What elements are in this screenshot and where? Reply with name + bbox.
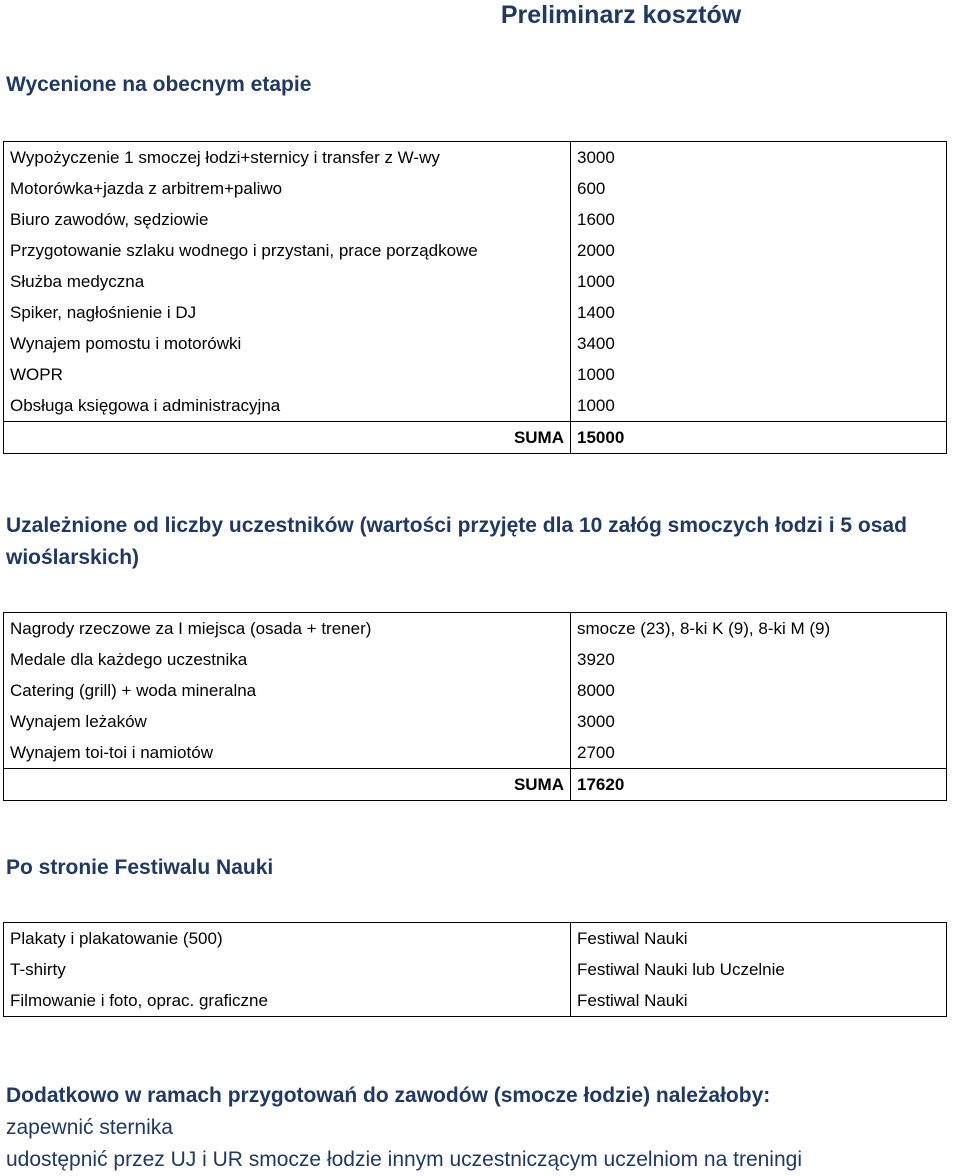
table-row (4, 613, 947, 645)
cost-item: Wynajem pomostu i motorówki (4, 328, 571, 359)
sum-label: SUMA (4, 422, 571, 454)
cost-item: Plakaty i plakatowanie (500) (4, 923, 571, 955)
cost-value: 1000 (571, 266, 947, 297)
cost-item: Obsługa księgowa i administracyjna (4, 390, 571, 422)
table-row (4, 142, 947, 174)
table-row (4, 359, 947, 390)
table-row (4, 297, 947, 328)
cost-item: Catering (grill) + woda mineralna (4, 675, 571, 706)
cost-value: 2000 (571, 235, 947, 266)
cost-value: Festiwal Nauki (571, 923, 947, 955)
cost-value: 3920 (571, 644, 947, 675)
table-row (4, 235, 947, 266)
table-row (4, 266, 947, 297)
cost-item: Biuro zawodów, sędziowie (4, 204, 571, 235)
cost-value: 3000 (571, 142, 947, 174)
cost-value: Festiwal Nauki lub Uczelnie (571, 954, 947, 985)
section-heading-line: wioślarskich) (6, 546, 140, 569)
cost-value: 1600 (571, 204, 947, 235)
sum-row (4, 422, 947, 454)
cost-value: 3000 (571, 706, 947, 737)
sum-label: SUMA (4, 769, 571, 801)
section-heading-priced: Wycenione na obecnym etapie (6, 73, 312, 96)
table-row (4, 923, 947, 955)
table-row (4, 644, 947, 675)
cost-item: Motorówka+jazda z arbitrem+paliwo (4, 173, 571, 204)
cost-value: smocze (23), 8-ki K (9), 8-ki M (9) (571, 613, 947, 645)
cost-value: 8000 (571, 675, 947, 706)
cost-value: Festiwal Nauki (571, 985, 947, 1017)
cost-value: 2700 (571, 737, 947, 769)
additional-line: udostępnić przez UJ i UR smocze łodzie innym uczestniczącym uczelniom na treningi (6, 1148, 802, 1171)
cost-value: 3400 (571, 328, 947, 359)
cost-item: Filmowanie i foto, oprac. graficzne (4, 985, 571, 1017)
table-row (4, 706, 947, 737)
sum-value: 15000 (571, 422, 947, 454)
cost-item: Nagrody rzeczowe za I miejsca (osada + trener) (4, 613, 571, 645)
cost-value: 1000 (571, 390, 947, 422)
table-row (4, 390, 947, 422)
priced-costs-table (3, 141, 947, 454)
cost-item: Spiker, nagłośnienie i DJ (4, 297, 571, 328)
additional-line: zapewnić sternika (6, 1116, 173, 1139)
cost-item: Wypożyczenie 1 smoczej łodzi+sternicy i transfer z W-wy (4, 142, 571, 174)
cost-item: Wynajem leżaków (4, 706, 571, 737)
cost-item: T-shirty (4, 954, 571, 985)
section-heading-festival: Po stronie Festiwalu Nauki (6, 856, 274, 879)
section-heading-participants (6, 510, 907, 574)
table-row (4, 675, 947, 706)
section-heading-line: Uzależnione od liczby uczestników (wartości przyjęte dla 10 załóg smoczych łodzi i 5 osad (6, 514, 907, 537)
table-row (4, 954, 947, 985)
sum-row (4, 769, 947, 801)
additional-heading: Dodatkowo w ramach przygotowań do zawodów (smocze łodzie) należałoby: (6, 1084, 771, 1107)
festival-costs-table (3, 922, 947, 1017)
table-row (4, 328, 947, 359)
document-title: Preliminarz kosztów (500, 1, 742, 29)
participant-costs-table (3, 612, 947, 801)
cost-item: Medale dla każdego uczestnika (4, 644, 571, 675)
cost-item: Służba medyczna (4, 266, 571, 297)
cost-item: Wynajem toi-toi i namiotów (4, 737, 571, 769)
cost-item: Przygotowanie szlaku wodnego i przystani, prace porządkowe (4, 235, 571, 266)
table-row (4, 204, 947, 235)
cost-value: 1400 (571, 297, 947, 328)
sum-value: 17620 (571, 769, 947, 801)
table-row (4, 173, 947, 204)
table-row (4, 985, 947, 1017)
cost-item: WOPR (4, 359, 571, 390)
cost-value: 1000 (571, 359, 947, 390)
table-row (4, 737, 947, 769)
cost-value: 600 (571, 173, 947, 204)
additional-notes (6, 1080, 802, 1176)
